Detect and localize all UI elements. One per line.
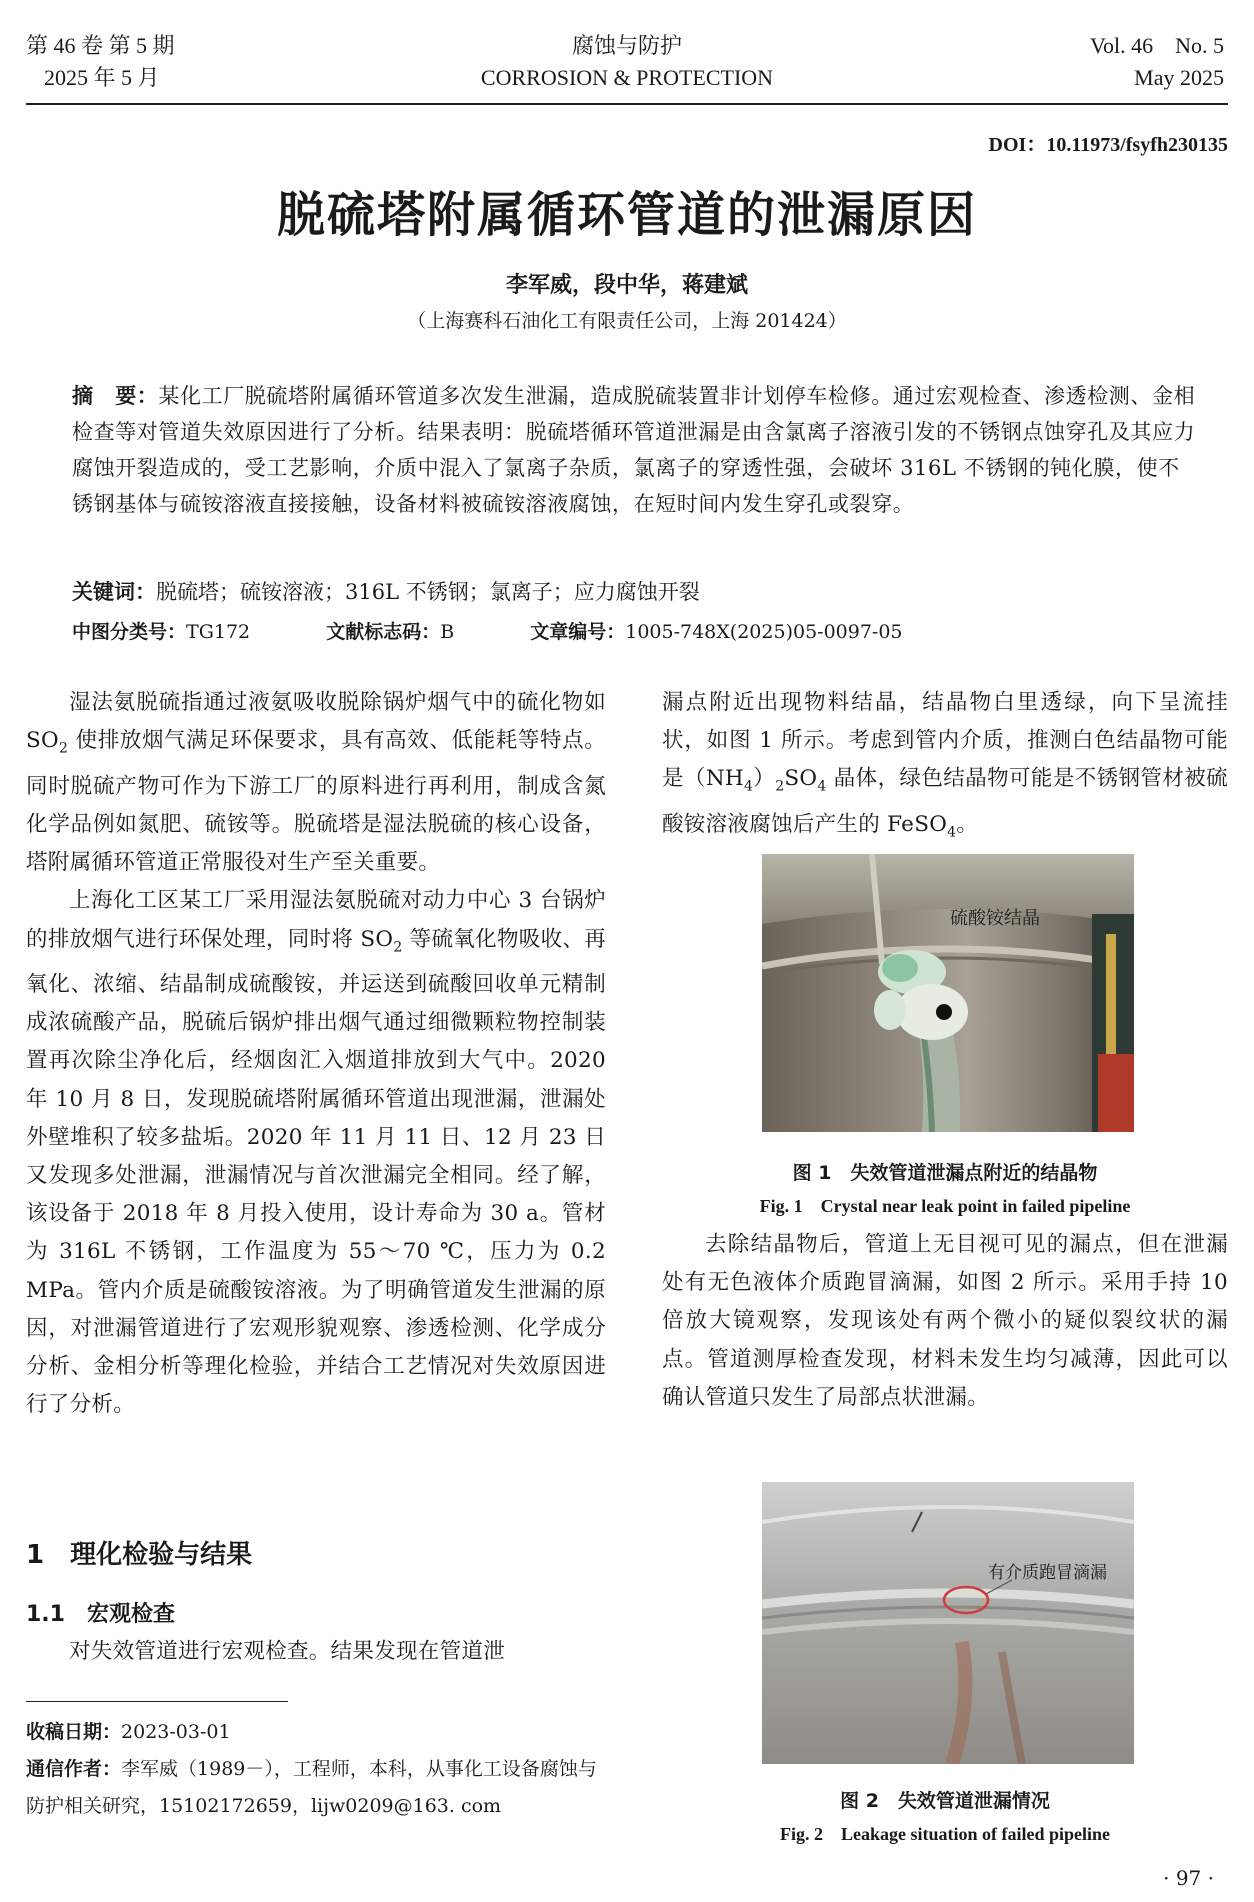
paragraph: 去除结晶物后，管道上无目视可见的漏点，但在泄漏处有无色液体介质跑冒滴漏，如图 2 所示。采用手持 10 倍放大镜观察，发现该处有两个微小的疑似裂纹状的漏点。管道测厚检查发现，材料未发生均匀减薄，因此可以确认管道只发生了局部点状泄漏。 [662,1232,1228,1410]
page-number: · 97 · [1163,1866,1214,1890]
left-column-continued [26,1633,606,1671]
abstract-label: 摘 要： [72,384,159,408]
figure-1-caption-cn: 图 1 失效管道泄漏点附近的结晶物 [792,1162,1098,1184]
pipe-crystal-image [762,854,1134,1132]
abstract-text: 某化工厂脱硫塔附属循环管道多次发生泄漏，造成脱硫装置非计划停车检修。通过宏观检查、渗透检测、金相检查等对管道失效原因进行了分析。结果表明：脱硫塔循环管道泄漏是由含氯离子溶液引发的不锈钢点蚀穿孔及其应力腐蚀开裂造成的，受工艺影响，介质中混入了氯离子杂质，氯离子的穿透性强，会破坏 316L 不锈钢的钝化膜，使不锈钢基体与硫铵溶液直接接触，设备材料被硫铵溶液腐蚀，在短时间内发生穿孔或裂穿。 [72,384,1196,516]
doc-code-label: 文献标志码： [326,621,441,643]
figure-2-caption-en: Fig. 2 Leakage situation of failed pipeline [779,1824,1110,1844]
doc-code-value: B [440,621,455,643]
doi[interactable]: DOI：10.11973/fsyfh230135 [988,134,1228,156]
date-cn: 2025 年 5 月 [44,65,160,90]
header-rule [26,103,1228,105]
paragraph: 漏点附近出现物料结晶，结晶物白里透绿，向下呈流挂状，如图 1 所示。考虑到管内介质，推测白色结晶物可能是$(NH_4)_2SO_4$ 晶体，绿色结晶物可能是不锈钢管材被硫酸铵溶液腐蚀后产生的 FeSO$_4$。 [662,690,1228,841]
date-en: May 2025 [1134,65,1224,90]
journal-name-en: CORROSION & PROTECTION [480,65,774,90]
footnote-rule [26,1701,288,1702]
keywords [72,576,1196,606]
affiliation: （上海赛科石油化工有限责任公司，上海 201424） [407,310,847,332]
figure-1-caption-en: Fig. 1 Crystal near leak point in failed pipeline [759,1196,1131,1216]
figure-2-photo [762,1482,1134,1764]
article-no-label: 文章编号： [530,621,626,643]
figure-1-annotation: 硫酸铵结晶 [950,908,1040,929]
footnote-received: 收稿日期：2023-03-01 [26,1721,231,1743]
left-column [26,684,606,1424]
paragraph: 对失效管道进行宏观检查。结果发现在管道泄 [69,1639,506,1664]
volume-issue-cn: 第 46 卷 第 5 期 [26,33,175,58]
footnote-corresponding-author: 通信作者：李军威（1989－），工程师，本科，从事化工设备腐蚀与防护相关研究，15102172659，lijw0209@163. com [26,1758,597,1817]
paragraph: 湿法氨脱硫指通过液氨吸收脱除锅炉烟气中的硫化物如 $SO_2$ 使排放烟气满足环保要求，具有高效、低能耗等特点。同时脱硫产物可作为下游工厂的原料进行再利用，制成含氮化学品例如氮肥、硫铵等。脱硫塔是湿法脱硫的核心设备，塔附属循环管道正常服役对生产至关重要。 [26,690,606,876]
clc-label: 中图分类号： [72,621,187,643]
right-column-paragraph-2 [662,1226,1228,1417]
paragraph: 上海化工区某工厂采用湿法氨脱硫对动力中心 3 台锅炉的排放烟气进行环保处理，同时将 $SO_2$ 等硫氧化物吸收、再氧化、浓缩、结晶制成硫酸铵，并运送到硫酸回收单元精制成浓硫酸产品，脱硫后锅炉排出烟气通过细微颗粒物控制装置再次除尘净化后，经烟囱汇入烟道排放到大气中。2020 年 10 月 8 日，发现脱硫塔附属循环管道出现泄漏，泄漏处外壁堆积了较多盐垢。2020 年 11 月 11 日、12 月 23 日又发现多处泄漏，泄漏情况与首次泄漏完全相同。经了解，该设备于 2018 年 8 月投入使用，设计寿命为 30 a。管材为 316L 不锈钢，工作温度为 55～70 ℃，压力为 0.2 MPa。管内介质是硫酸铵溶液。为了明确管道发生泄漏的原因，对泄漏管道进行了宏观形貌观察、渗透检测、化学成分分析、金相分析等理化检验，并结合工艺情况对失效原因进行了分析。 [26,888,607,1418]
journal-name-cn: 腐蚀与防护 [571,33,682,58]
section-heading-1-1: 1.1 宏观检查 [26,1602,175,1627]
keywords-label: 关键词： [72,580,156,604]
authors: 李军威，段中华，蒋建斌 [505,273,748,298]
right-column-paragraph-1 [662,684,1228,851]
pipe-leak-image [762,1482,1134,1764]
figure-2-annotation: 有介质跑冒滴漏 [988,1563,1107,1583]
volume-issue-en: Vol. 46 No. 5 [1089,33,1224,58]
section-heading-1: 1 理化检验与结果 [26,1540,253,1570]
clc-value: TG172 [186,621,251,643]
abstract [72,378,1196,522]
figure-2-caption-cn: 图 2 失效管道泄漏情况 [840,1790,1050,1812]
figure-1-photo [762,854,1134,1132]
keywords-text: 脱硫塔；硫铵溶液；316L 不锈钢；氯离子；应力腐蚀开裂 [156,580,700,604]
paper-title: 脱硫塔附属循环管道的泄漏原因 [276,187,977,243]
article-no-value: 1005-748X(2025)05-0097-05 [625,621,903,643]
classification-line [72,617,1196,644]
